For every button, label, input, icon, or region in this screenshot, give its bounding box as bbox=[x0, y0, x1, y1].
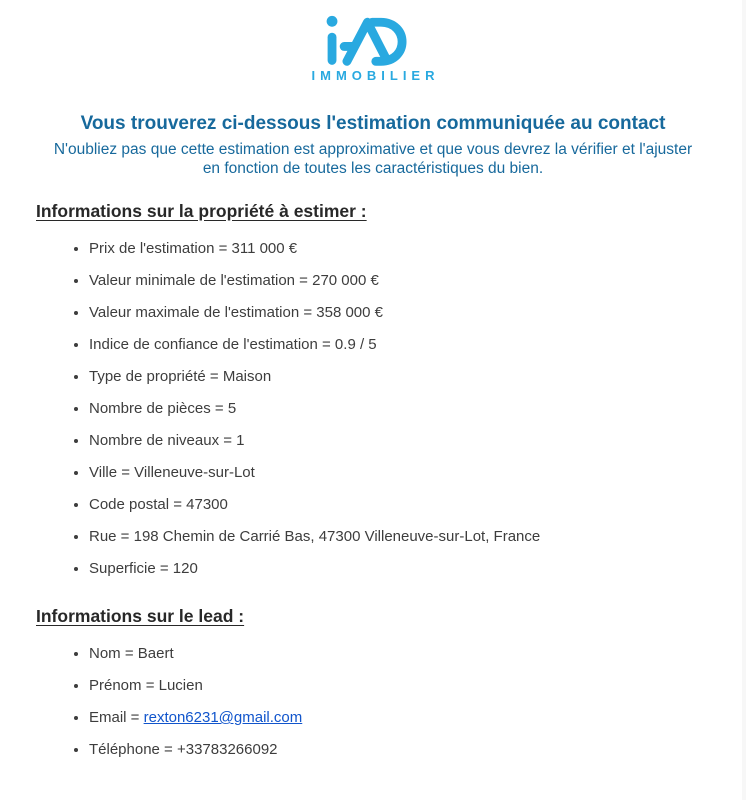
section-property bbox=[36, 178, 710, 577]
list-item: • Prix de l'estimation = 311 000 € bbox=[89, 241, 710, 257]
list-item: • Prénom = Lucien bbox=[89, 678, 710, 694]
list-item: • Superficie = 120 bbox=[89, 561, 710, 577]
section-title-property: Informations sur la propriété à estimer : bbox=[36, 201, 367, 221]
iad-logo-mark bbox=[319, 12, 427, 66]
list-item: • Valeur maximale de l'estimation = 358 000 € bbox=[89, 305, 710, 321]
list-item: • Nombre de niveaux = 1 bbox=[89, 433, 710, 449]
logo-a-stroke bbox=[347, 22, 387, 61]
list-item: • Nom = Baert bbox=[89, 646, 710, 662]
list-item: • Type de propriété = Maison bbox=[89, 369, 710, 385]
email-link[interactable]: rexton6231@gmail.com bbox=[143, 709, 303, 726]
list-item: • Code postal = 47300 bbox=[89, 497, 710, 513]
page-subtitle-line1: N'oubliez pas que cette estimation est approximative et que vous devrez la vérifier et l'ajuster bbox=[53, 141, 693, 158]
iad-logo bbox=[0, 10, 746, 83]
list-item: • Valeur minimale de l'estimation = 270 000 € bbox=[89, 273, 710, 289]
list-item: • Indice de confiance de l'estimation = 0.9 / 5 bbox=[89, 337, 710, 353]
list-item: • Téléphone = +33783266092 bbox=[89, 742, 710, 758]
lead-info-list bbox=[36, 646, 710, 758]
list-item: • Rue = 198 Chemin de Carrié Bas, 47300 Villeneuve-sur-Lot, France bbox=[89, 529, 710, 545]
list-item: • Nombre de pièces = 5 bbox=[89, 401, 710, 417]
property-info-list bbox=[36, 241, 710, 577]
page-edge-strip bbox=[742, 0, 746, 800]
page-subtitle-line2: en fonction de toutes les caractéristiques du bien. bbox=[202, 160, 544, 177]
list-item: • Ville = Villeneuve-sur-Lot bbox=[89, 465, 710, 481]
section-title-lead: Informations sur le lead : bbox=[36, 606, 245, 626]
page-subtitle bbox=[0, 140, 746, 178]
logo-subtitle: IMMOBILIER bbox=[311, 68, 440, 83]
logo-i-dot bbox=[327, 16, 338, 27]
page-title: Vous trouverez ci-dessous l'estimation communiquée au contact bbox=[80, 113, 666, 134]
list-item: • Email = rexton6231@gmail.com bbox=[89, 710, 710, 726]
section-lead bbox=[36, 593, 710, 758]
